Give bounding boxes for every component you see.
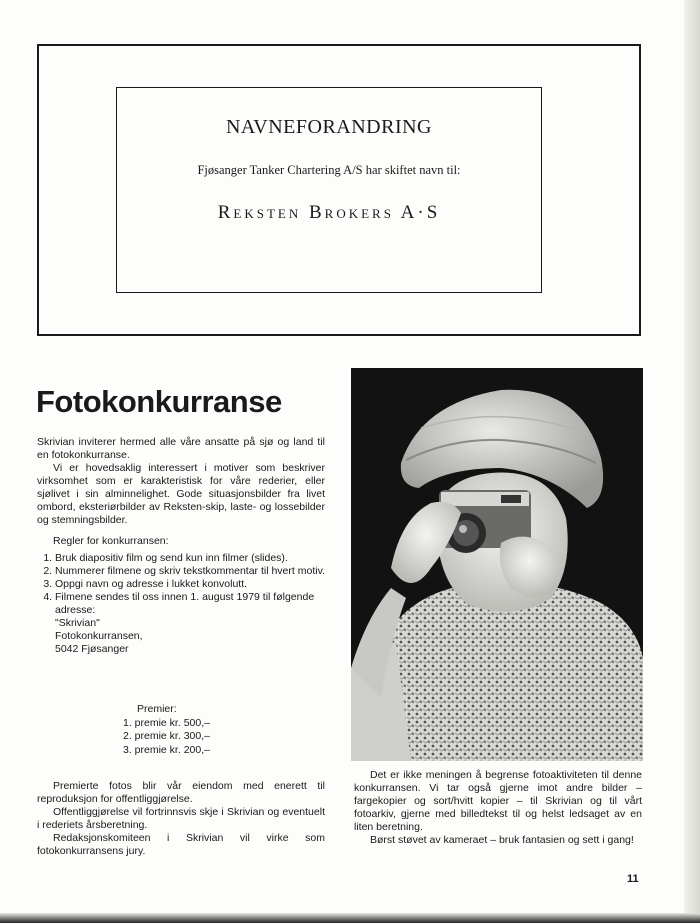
prize-item: 2. premie kr. 300,– <box>123 730 210 742</box>
closing-paragraph: Redaksjonskomiteen i Skrivian vil virke som fotokonkurransens jury. <box>37 832 325 857</box>
rule-item: 4. Filmene sendes til oss innen 1. august 1979 til følgende adresse: <box>55 591 325 617</box>
article-closing <box>37 780 325 858</box>
address-line: 5042 Fjøsanger <box>55 643 129 655</box>
notice-text: Fjøsanger Tanker Chartering A/S har skiftet navn til: <box>197 163 461 177</box>
notice-box <box>116 87 542 293</box>
rule-item: 3. Oppgi navn og adresse i lukket konvolutt. <box>55 578 325 591</box>
child-with-camera-photo <box>351 368 643 761</box>
rule-item: 1. Bruk diapositiv film og send kun inn filmer (slides). <box>55 552 325 565</box>
article-right-column <box>354 769 642 847</box>
closing-paragraph: Offentliggjørelse vil fortrinnsvis skje i Skrivian og eventuelt i rederiets årsberetning. <box>37 806 325 831</box>
page-number: 11 <box>627 873 639 885</box>
article-title: Fotokonkurranse <box>36 384 282 419</box>
scan-edge <box>684 0 700 923</box>
closing-paragraph: Premierte fotos blir vår eiendom med enerett til reproduksjon for offentliggjørelse. <box>37 780 325 805</box>
address-line: "Skrivian" <box>55 617 100 629</box>
scan-edge <box>0 913 700 923</box>
article-intro: Skrivian inviterer hermed alle våre ansatte på sjø og land til en fotokonkurranse. <box>37 436 325 461</box>
prizes-list <box>123 703 210 757</box>
photo-illustration <box>351 368 643 761</box>
right-paragraph: Det er ikke meningen å begrense fotoaktiviteten til denne konkurransen. Vi tar også gjerne imot andre bilder – fargekopier og sort/hvitt kopier – til Skrivian og til vårt fotoarkiv, gjerne med billedtekst til og helst ledsaget av en liten beretning. <box>354 769 642 833</box>
right-paragraph: Børst støvet av kameraet – bruk fantasien og sett i gang! <box>370 834 634 846</box>
prizes-heading: Premier: <box>137 703 177 715</box>
notice-new-name: Reksten Brokers A·S <box>217 202 441 223</box>
rule-item: 2. Nummerer filmene og skriv tekstkommentar til hvert motiv. <box>55 565 325 578</box>
rules-heading: Regler for konkurransen: <box>53 535 169 547</box>
contest-address <box>55 617 325 656</box>
address-line: Fotokonkurransen, <box>55 630 143 642</box>
article-left-column <box>37 436 325 656</box>
notice-title: NAVNEFORANDRING <box>225 116 433 138</box>
article-paragraph: Vi er hovedsaklig interessert i motiver som beskriver virksomhet som er karakteristisk for våre rederier, eller sjølivet i sin alminnelighet. Gode situasjonsbilder fra livet ombord, eksteriørbilder av Reksten-skip, laste- og lossebilder og stemningsbilder. <box>37 462 325 526</box>
prize-item: 3. premie kr. 200,– <box>123 743 210 756</box>
rules-list <box>37 552 325 617</box>
prize-item: 1. premie kr. 500,– <box>123 716 210 729</box>
